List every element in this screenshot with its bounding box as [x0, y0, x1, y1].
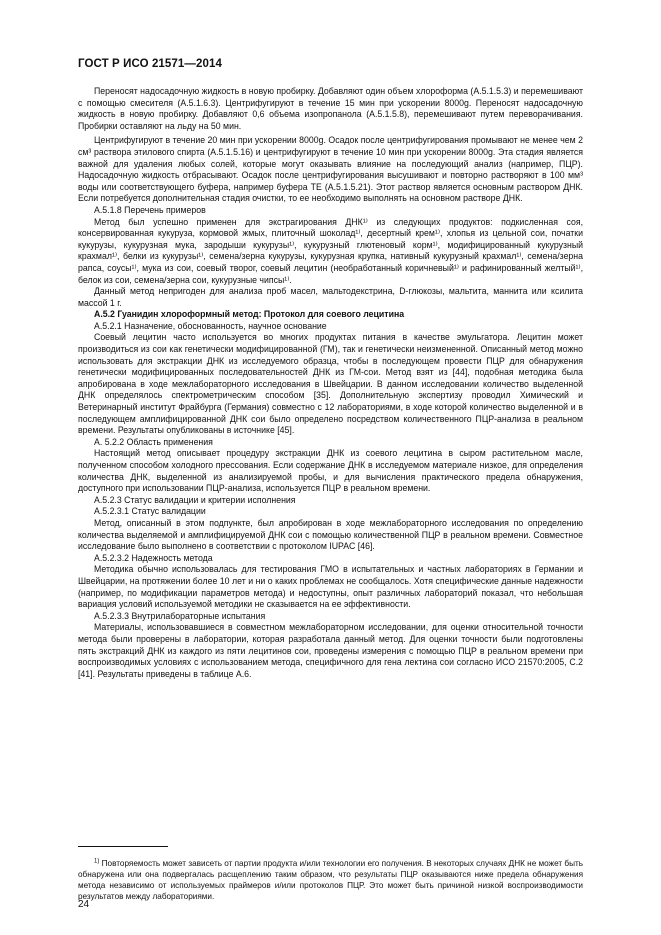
paragraph-lecithin-background: Соевый лецитин часто используется во многих продуктах питания в качестве эмульгатора. Лецитин может производиться из сои как генетически модифицированной (ГМ), так и генетически неизмененной. Описанный метод можно использовать для экстракции ДНК из исследуемого образца, чтобы в последующем провести ПЦР для обнаружения генетически модифицированных последовательностей ДНК из ГМ-сои. Метод взят из [44], подобная методика была апробирована в ходе межлабораторного исследования в Швейцарии. В данном исследовании количество выделенной ДНК определялось спектрометрическим способом [35]. Дополнительную экспертизу проводил Химический и Ветеринарный институт Фрайбурга (Германия) совместно с 12 лабораториями, в ходе которой количество выделенной и в последующем амплифицированной ДНК сои было определено посредством количественного ПЦР-анализа в реальном времени. Результаты опубликованы в источнике [45]. — [78, 332, 583, 436]
page-body — [78, 86, 583, 680]
footnote — [78, 858, 583, 902]
heading-a5233: А.5.2.3.3 Внутрилабораторные испытания — [94, 610, 266, 621]
heading-a523: А.5.2.3 Статус валидации и критерии исполнения — [94, 494, 296, 505]
footnote-text: Повторяемость может зависеть от партии продукта и/или технологии его получения. В некоторых случаях ДНК не может быть обнаружена или она подвергалась расщеплению таким образом, что результаты ПЦР оказываются ниже предела обнаружения метода независимо от используемых праймеров и/или протоколов ПЦР. Это может быть причиной низкой воспроизводимости результатов между лабораториями. — [78, 859, 583, 902]
heading-a522: А. 5.2.2 Область применения — [94, 436, 213, 447]
paragraph-intralab-tests: Материалы, использовавшиеся в совместном межлабораторном исследовании, для оценки относительной точности метода были проверены в лаборатории, которая разработала данный метод. Для оценки точности были подготовлены пять экстракций ДНК из каждого из пяти лецитинов сои, проведены измерения с помощью ПЦР в реальном времени при воспроизводимых условиях с использованием метода, специфичного для гена лектина сои согласно ИСО 21570:2005, С.2 [41]. Результаты приведены в таблице А.6. — [78, 622, 583, 679]
paragraph-products-list: Метод был успешно применен для экстрагирования ДНК¹⁾ из следующих продуктов: подкисленная соя, консервированная кукуруза, кормовой жмых, плиточный шоколад¹⁾, десертный крем¹⁾, хлопья из цельной сои, початки кукурузы, кукурузная мука, зародыши кукурузы¹⁾, кукурузный глютеновый корм¹⁾, модифицированный кукурузный крахмал¹⁾, белки из кукурузы¹⁾, семена/зерна кукурузы, кукурузная крупка, нативный кукурузный крахмал¹⁾, семена/зерна рапса, соусы¹⁾, мука из сои, соевый творог, соевый лецитин (необработанный коричневый¹⁾ и рафинированный желтый¹⁾, белок из сои, семена/зерна сои, кукурузные чипсы¹⁾. — [78, 216, 583, 285]
paragraph-centrifuge: Центрифугируют в течение 20 мин при ускорении 8000g. Осадок после центрифугирования промывают не менее чем 2 см³ раствора этилового спирта (А.5.1.5.16) и центрифугируют в течение 10 мин при ускорении 8000g. Эта стадия является важной для удаления любых солей, которые могут оказывать влияние на последующий анализ (например, ПЦР). Надосадочную жидкость отбрасывают. Осадок после центрифугирования высушивают и повторно растворяют в 100 мм³ воды или соответствующего буфера, например буфера ТЕ (А.5.1.5.21). Этот раствор является основным раствором ДНК. Если потребуется дополнительная стадия очистки, то ее необходимо выполнять на основном растворе ДНК. — [78, 135, 583, 204]
heading-a5231: А.5.2.3.1 Статус валидации — [94, 506, 206, 517]
paragraph-scope: Настоящий метод описывает процедуру экстракции ДНК из соевого лецитина в сыром растительном масле, полученном способом холодного прессования. Если содержание ДНК в исследуемом материале низкое, для определения количества ДНК, выделенной из анализируемой пробы, и для вычисления практического предела обнаружения, доступного при использовании ПЦР-анализа, используется ПЦР в реальном времени. — [78, 448, 583, 494]
heading-a521: А.5.2.1 Назначение, обоснованность, научное основание — [94, 320, 327, 331]
paragraph-transfer-supernatant: Переносят надосадочную жидкость в новую пробирку. Добавляют один объем хлороформа (А.5.1.5.3) и перемешивают с помощью смесителя (А.5.1.6.3). Центрифугируют в течение 15 мин при ускорении 8000g. Переносят надосадочную жидкость в новую пробирку. Добавляют 0,6 объема изопропанола (А.5.1.5.8), перемешивают путем переворачивания. Пробирки оставляют на льду на 50 мин. — [78, 86, 583, 131]
page-number: 24 — [78, 899, 90, 910]
document-header: ГОСТ Р ИСО 21571—2014 — [78, 58, 223, 70]
paragraph-unsuitable: Данный метод непригоден для анализа проб масел, мальтодекстрина, D-глюкозы, мальтита, маннита или ксилита массой 1 г. — [78, 286, 583, 308]
heading-a5232: А.5.2.3.2 Надежность метода — [94, 552, 213, 563]
footnote-divider — [78, 846, 168, 847]
paragraph-robustness: Методика обычно использовалась для тестирования ГМО в испытательных и частных лабораториях в Германии и Швейцарии, на протяжении более 10 лет и ни о каких проблемах не сообщалось. Хотя специфические данные надежности (например, по модификации параметров метода) и недоступны, опыт различных лабораторий показал, что небольшая вариация условий используемой методики не сказывается на ее эффективности. — [78, 564, 583, 610]
footnote-marker: 1) — [94, 858, 100, 865]
heading-a518: А.5.1.8 Перечень примеров — [94, 204, 206, 215]
heading-a52: А.5.2 Гуанидин хлороформный метод: Протокол для соевого лецитина — [94, 309, 405, 320]
paragraph-validation-status: Метод, описанный в этом подпункте, был апробирован в ходе межлабораторного исследования по определению количества выделяемой и амплифицируемой ДНК сои с помощью количественной ПЦР в реальном времени. Совместное исследование было выполнено в соответствии с протоколом IUPAC [46]. — [78, 517, 583, 552]
